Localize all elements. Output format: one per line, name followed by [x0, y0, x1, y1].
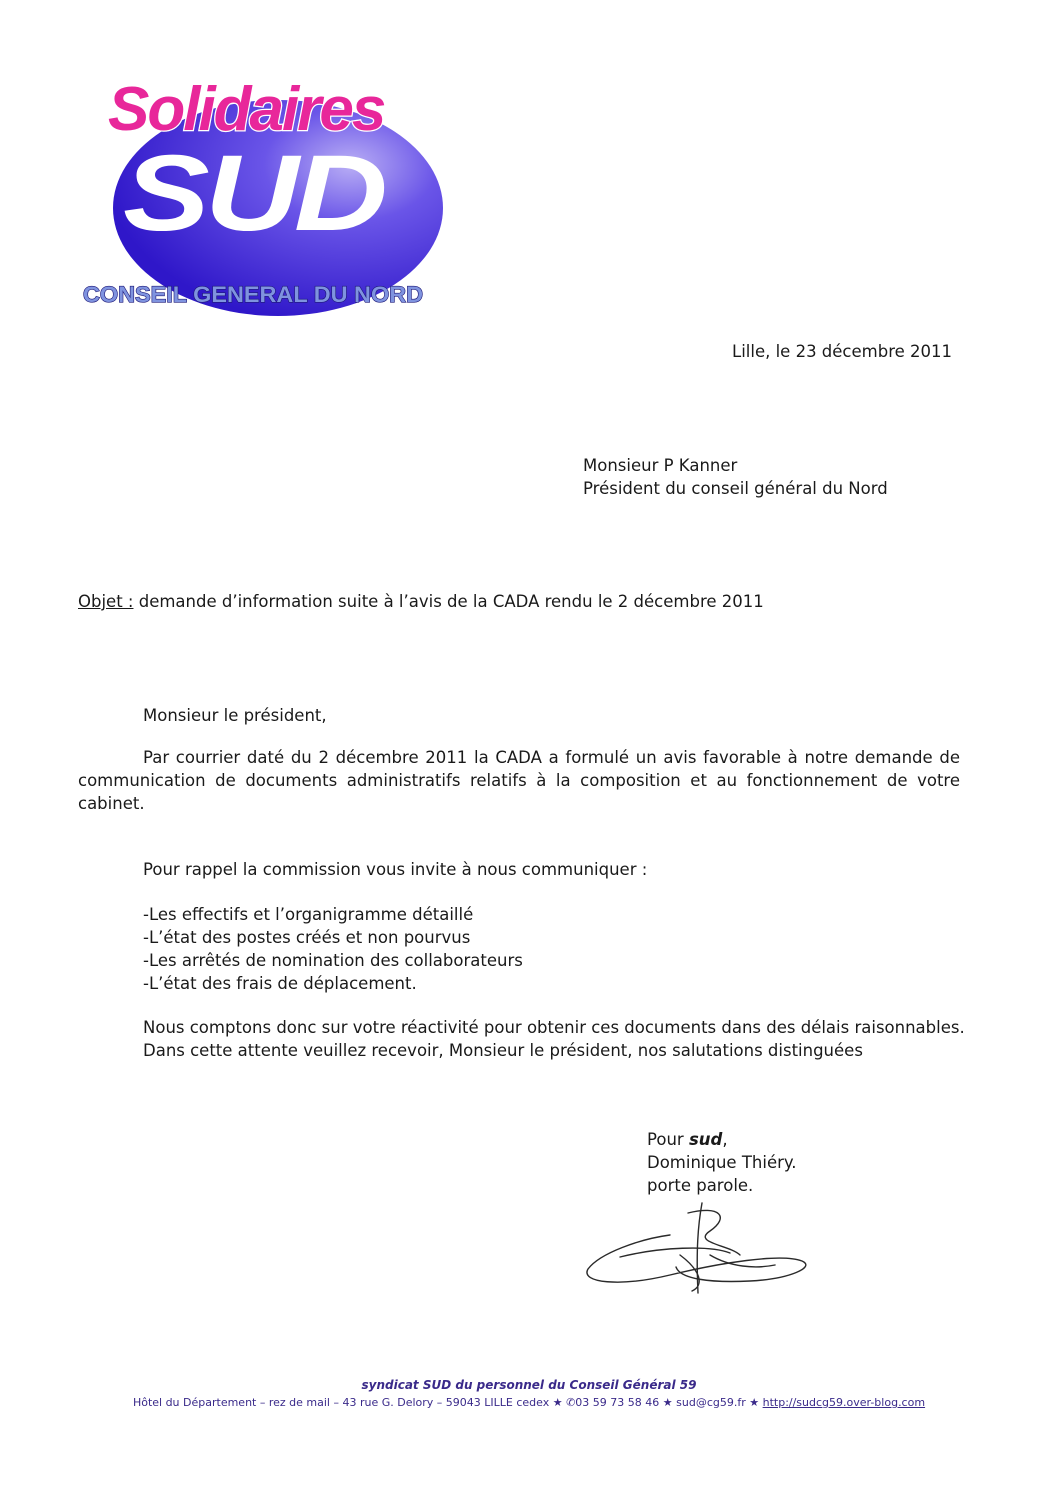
subject-text: demande d’information suite à l’avis de la CADA rendu le 2 décembre 2011 — [133, 592, 764, 611]
logo-top-text: Solidaires — [108, 75, 385, 144]
recipient-block — [583, 454, 888, 500]
footer-url-link[interactable]: http://sudcg59.over-blog.com — [762, 1396, 926, 1409]
signoff-pour — [647, 1128, 797, 1151]
paragraph-line: cabinet. — [78, 794, 145, 813]
sud-logo — [78, 68, 448, 318]
footer-address: Hôtel du Département – rez de mail – 43 rue G. Delory – 59043 LILLE cedex ★ ✆03 59 73 58 46 ★ sud@cg59.fr ★ — [132, 1396, 763, 1409]
closing-paragraph — [143, 1016, 965, 1062]
recipient-name: Monsieur P Kanner — [583, 456, 738, 475]
signoff-org: sud — [688, 1130, 723, 1149]
signoff-pour-text: Pour — [647, 1130, 689, 1149]
paragraph-line: communication de documents administratifs relatifs à la composition et au fonctionnement de votre — [78, 771, 960, 790]
salutation: Monsieur le président, — [143, 706, 327, 725]
request-list — [143, 903, 523, 995]
signoff-role: porte parole. — [647, 1176, 754, 1195]
subject-line — [78, 590, 764, 613]
signoff-name: Dominique Thiéry. — [647, 1153, 797, 1172]
paragraph-line: Par courrier daté du 2 décembre 2011 la CADA a formulé un avis favorable à notre demande de — [143, 748, 960, 767]
paragraph-cada — [78, 746, 960, 815]
handwritten-signature — [580, 1195, 810, 1305]
signoff-block — [647, 1128, 797, 1197]
list-item: -Les effectifs et l’organigramme détaillé — [143, 905, 474, 924]
logo-bottom-text: CONSEIL GENERAL DU NORD — [83, 282, 423, 307]
subject-label: Objet : — [78, 592, 134, 611]
list-item: -L’état des postes créés et non pourvus — [143, 928, 471, 947]
letter-date: Lille, le 23 décembre 2011 — [732, 342, 953, 361]
closing-line: Dans cette attente veuillez recevoir, Monsieur le président, nos salutations distinguées — [143, 1041, 863, 1060]
closing-line: Nous comptons donc sur votre réactivité pour obtenir ces documents dans des délais raisonnables. — [143, 1018, 965, 1037]
reminder-text: Pour rappel la commission vous invite à nous communiquer : — [143, 860, 648, 879]
recipient-title: Président du conseil général du Nord — [583, 479, 888, 498]
list-item: -Les arrêtés de nomination des collaborateurs — [143, 951, 523, 970]
list-item: -L’état des frais de déplacement. — [143, 974, 417, 993]
signoff-comma: , — [722, 1130, 728, 1149]
footer-org-line: syndicat SUD du personnel du Conseil Général 59 — [361, 1378, 697, 1392]
footer-contact-line — [0, 1396, 1058, 1409]
logo-main-text: SUD — [123, 132, 385, 253]
